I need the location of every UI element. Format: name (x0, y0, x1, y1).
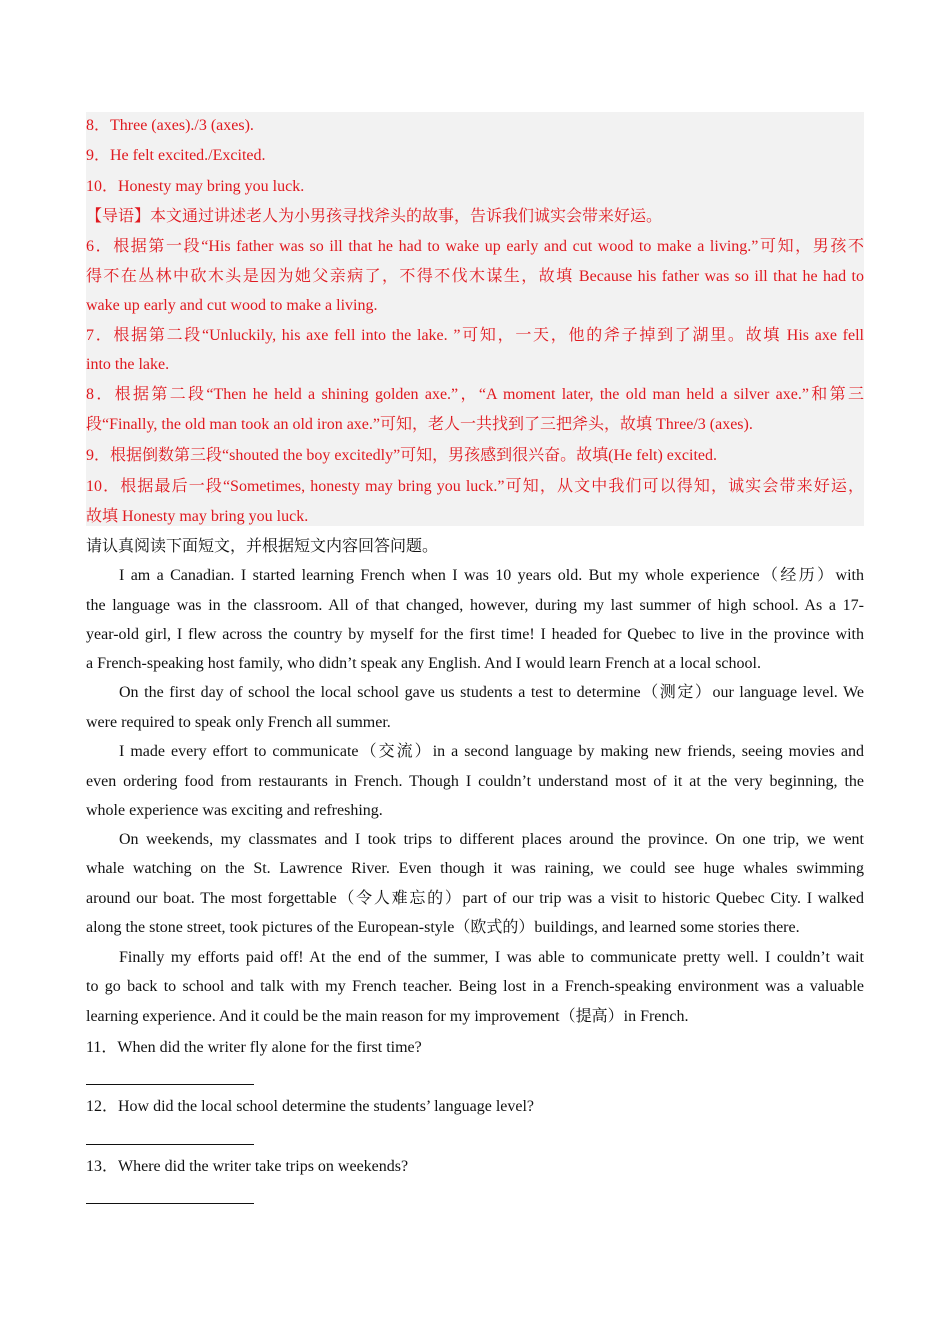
paragraph-4-line-2: whale watching on the St. Lawrence River. Even though it was raining, we could see huge whales swimming (86, 860, 864, 877)
paragraph-3-line-3: whole experience was exciting and refreshing. (86, 802, 383, 819)
explanation-9: 9．根据倒数第三段“shouted the boy excitedly”可知，男孩感到很兴奋。故填(He felt) excited. (86, 447, 717, 464)
explanation-10-line-2: 故填 Honesty may bring you luck. (86, 508, 309, 525)
answer-8: 8．Three (axes)./3 (axes). (86, 117, 254, 134)
answer-10: 10．Honesty may bring you luck. (86, 178, 305, 195)
paragraph-4-line-3: around our boat. The most forgettable（令人难忘的）part of our trip was a visit to historic Quebec City. I walked (86, 890, 864, 907)
explanation-6-line-2: 得不在丛林中砍木头是因为她父亲病了，不得不伐木谋生，故填 Because his father was so ill that he had to (86, 268, 864, 285)
answer-blank-13[interactable] (86, 1203, 254, 1204)
explanation-10-line-1: 10．根据最后一段“Sometimes, honesty may bring you luck.”可知，从文中我们可以得知，诚实会带来好运， (86, 478, 864, 495)
guide-text: 【导语】本文通过讲述老人为小男孩寻找斧头的故事，告诉我们诚实会带来好运。 (86, 208, 663, 225)
explanation-8-line-2: 段“Finally, the old man took an old iron axe.”可知，老人一共找到了三把斧头，故填 Three/3 (axes). (86, 416, 753, 433)
paragraph-2-line-2: were required to speak only French all summer. (86, 714, 391, 731)
paragraph-5-line-2: to go back to school and talk with my French teacher. Being lost in a French-speaking environment was a valuable (86, 978, 864, 995)
paragraph-1-line-2: the language was in the classroom. All of that changed, however, during my last summer of high school. As a 17- (86, 597, 864, 614)
answer-9: 9．He felt excited./Excited. (86, 147, 266, 164)
paragraph-1-line-1: I am a Canadian. I started learning French when I was 10 years old. But my whole experience（经历）with (119, 567, 864, 584)
answer-blank-12[interactable] (86, 1144, 254, 1145)
explanation-6-line-1: 6．根据第一段“His father was so ill that he had to wake up early and cut wood to make a living.”可知，男孩不 (86, 238, 864, 255)
explanation-7-line-1: 7．根据第二段“Unluckily, his axe fell into the lake. ”可知，一天，他的斧子掉到了湖里。故填 His axe fell (86, 327, 864, 344)
paragraph-2-line-1: On the first day of school the local school gave us students a test to determine（测定）our language level. We (119, 684, 864, 701)
paragraph-5-line-1: Finally my efforts paid off! At the end of the summer, I was able to communicate pretty well. I couldn’t wait (119, 949, 864, 966)
question-11: 11．When did the writer fly alone for the first time? (86, 1039, 422, 1056)
paragraph-5-line-3: learning experience. And it could be the main reason for my improvement（提高）in French. (86, 1008, 689, 1025)
paragraph-3-line-1: I made every effort to communicate（交流）in a second language by making new friends, seeing movies and (119, 743, 864, 760)
question-12: 12．How did the local school determine the students’ language level? (86, 1098, 535, 1115)
answer-blank-11[interactable] (86, 1084, 254, 1085)
paragraph-1-line-3: year-old girl, I flew across the country by myself for the first time! I headed for Quebec to live in the province with (86, 626, 864, 643)
paragraph-1-line-4: a French-speaking host family, who didn’t speak any English. And I would learn French at a local school. (86, 655, 761, 672)
question-13: 13．Where did the writer take trips on weekends? (86, 1158, 409, 1175)
reading-instruction: 请认真阅读下面短文，并根据短文内容回答问题。 (86, 538, 439, 555)
paragraph-4-line-4: along the stone street, took pictures of the European-style（欧式的）buildings, and learned some stories there. (86, 919, 800, 936)
explanation-6-line-3: wake up early and cut wood to make a living. (86, 297, 378, 314)
explanation-8-line-1: 8．根据第二段“Then he held a shining golden axe.”，“A moment later, the old man held a silver axe.”和第三 (86, 386, 864, 403)
paragraph-3-line-2: even ordering food from restaurants in French. Though I couldn’t understand most of it at the very beginning, the (86, 773, 864, 790)
paragraph-4-line-1: On weekends, my classmates and I took trips to different places around the province. On one trip, we went (119, 831, 864, 848)
explanation-7-line-2: into the lake. (86, 356, 170, 373)
